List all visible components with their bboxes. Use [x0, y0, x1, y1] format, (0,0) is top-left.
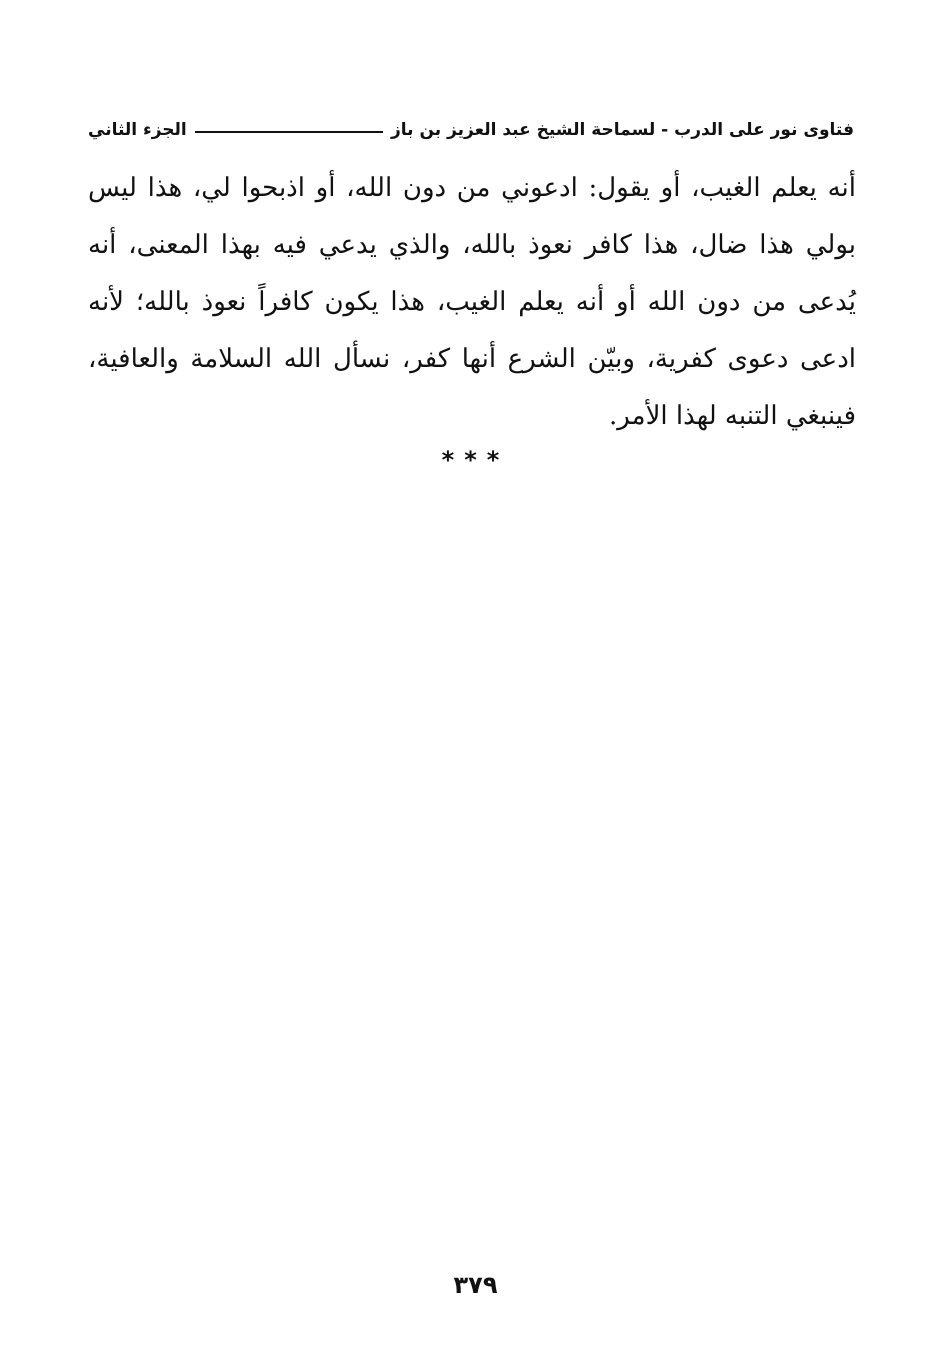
book-title: فتاوى نور على الدرب - لسماحة الشيخ عبد العزيز بن باز	[391, 119, 854, 140]
page-number: ٣٧٩	[453, 1271, 498, 1299]
header-rule	[195, 131, 383, 133]
running-header	[88, 104, 854, 140]
section-separator: ***	[441, 446, 510, 474]
body-paragraph: أنه يعلم الغيب، أو يقول: ادعوني من دون الله، أو اذبحوا لي، هذا ليس بولي هذا ضال، هذا كافر نعوذ بالله، والذي يدعي فيه بهذا المعنى، أنه يُدعى من دون الله أو أنه يعلم الغيب، هذا يكون كافراً نعوذ بالله؛ لأنه ادعى دعوى كفرية، وبيّن الشرع أنها كفر، نسأل الله السلامة والعافية، فينبغي التنبه لهذا الأمر.	[88, 173, 856, 431]
volume-label: الجزء الثاني	[88, 119, 187, 140]
